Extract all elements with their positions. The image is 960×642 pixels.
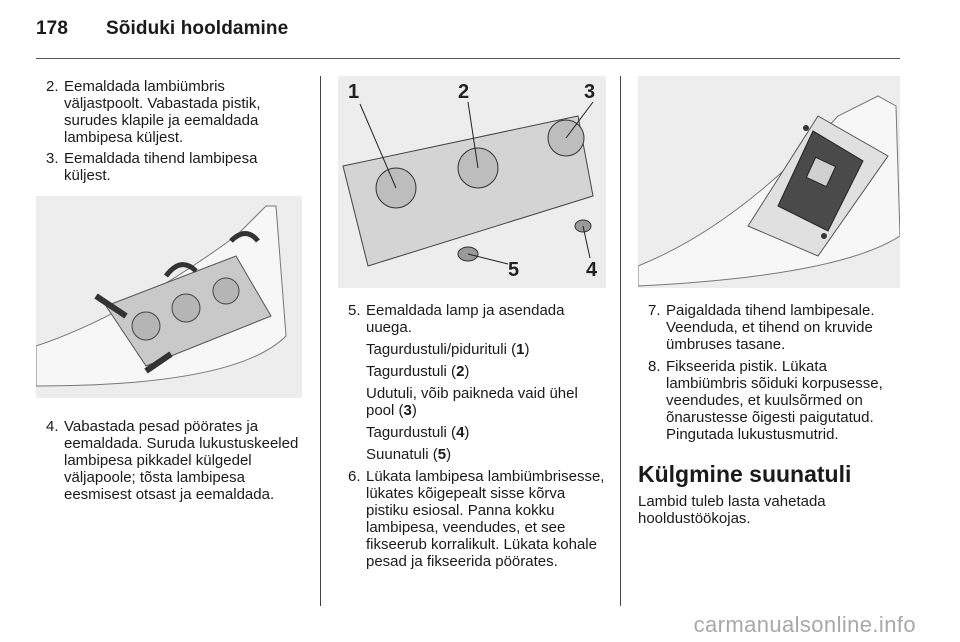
column-3 xyxy=(638,302,900,527)
figure-lamp-sockets xyxy=(36,196,302,398)
column-1 xyxy=(36,78,306,184)
section-title: Külgmine suunatuli xyxy=(638,461,852,487)
watermark: carmanualsonline.info xyxy=(693,612,916,637)
step-7: 7. Paigaldada tihend lambipesale. Veenduda, et tihend on kruvide ümbruses tasane. xyxy=(648,302,875,353)
figure-bulb-positions xyxy=(338,76,606,288)
bulb-5: Suunatuli (5) xyxy=(366,446,452,463)
seal-illustration xyxy=(638,76,900,288)
lamp-housing-illustration xyxy=(36,196,302,398)
step-5: 5. Eemaldada lamp ja asendada uuega. xyxy=(348,302,565,336)
page-header xyxy=(36,18,288,40)
bulb-2: Tagurdustuli (2) xyxy=(366,363,470,380)
column-1-lower xyxy=(36,418,308,503)
callout-2: 2 xyxy=(458,81,470,103)
step-2: 2. Eemaldada lambiümbris väljastpoolt. Vabastada pistik, surudes klapile ja eemaldada lambipesa küljest. xyxy=(46,78,261,146)
page-number: 178 xyxy=(36,18,69,39)
callout-3: 3 xyxy=(584,81,596,103)
column-2 xyxy=(338,302,606,570)
column-divider-1 xyxy=(320,76,321,606)
bulb-holder-illustration xyxy=(338,76,606,288)
step-4: 4. Vabastada pesad pöörates ja eemaldada. Suruda lukustuskeeled lambipesa pikkadel külgedel väljapoole; tõsta lambipesa eesmisest otsast ja eemaldada. xyxy=(46,418,299,503)
callout-1: 1 xyxy=(348,81,360,103)
bulb-3: Udutuli, võib paikneda vaid ühel pool (3) xyxy=(366,385,578,419)
step-8: 8. Fikseerida pistik. Lükata lambiümbris sõiduki korpusesse, veendudes, et kuulsõrmed on õnarustesse õigesti paigutatud. Pingutada lukustusmutrid. xyxy=(648,358,883,443)
figure-seal xyxy=(638,76,900,288)
callout-5: 5 xyxy=(508,259,520,281)
column-divider-2 xyxy=(620,76,621,606)
bulb-4: Tagurdustuli (4) xyxy=(366,424,470,441)
header-rule xyxy=(36,58,900,59)
section-text: Lambid tuleb lasta vahetada hooldustöökojas. xyxy=(638,493,826,527)
callout-4: 4 xyxy=(586,259,598,281)
bulb-1: Tagurdustuli/piduritulі (1) xyxy=(366,341,530,358)
page-title: Sõiduki hooldamine xyxy=(106,18,289,39)
step-6: 6. Lükata lambipesa lambiümbrisesse, lükates kõigepealt sisse kõrva pistiku esiosal. Panna kokku lambipesa, veendudes, et see fikseerub korralikult. Lükata kohale pesad ja fikseerida pöörates. xyxy=(348,468,605,570)
step-3: 3. Eemaldada tihend lambipesa küljest. xyxy=(46,150,258,184)
